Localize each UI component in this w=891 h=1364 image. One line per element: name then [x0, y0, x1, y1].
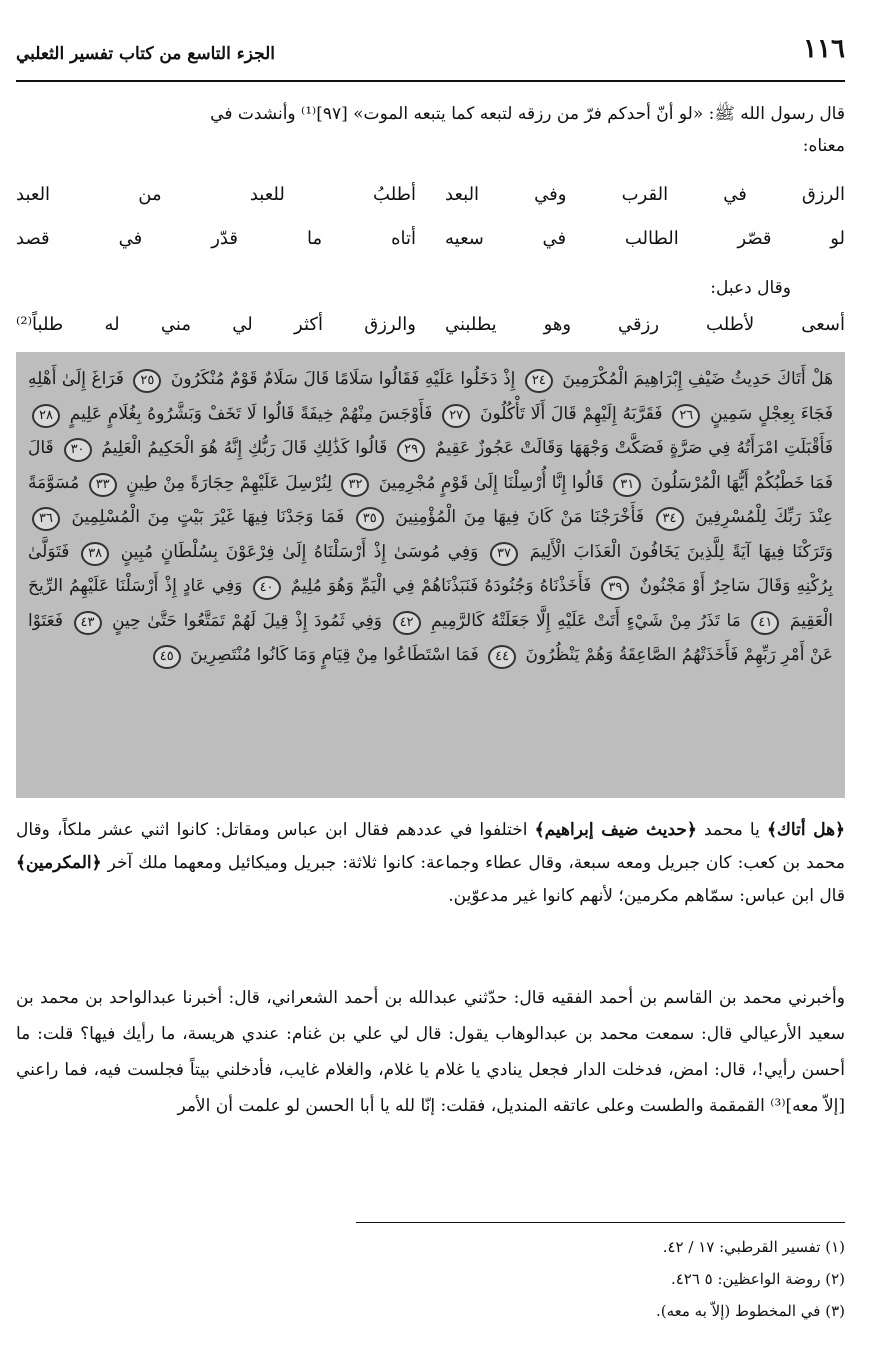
verse-second-hemistich: والرزق أكثر لي مني له طلباً⁽²⁾ [16, 314, 416, 335]
quran-ayah-text: فَقَرَّبَهُ إِلَيْهِمْ قَالَ أَلَا تَأْكُلُونَ [474, 403, 663, 424]
ayah-number-badge: ٤٤ [488, 645, 516, 669]
verse-first-hemistich: لو قصّر الطالب في سعيه [445, 228, 845, 249]
quran-ayah-text: فَأَوْجَسَ مِنْهُمْ خِيفَةً قَالُوا لَا تَخَفْ وَبَشَّرُوهُ بِغُلَامٍ عَلِيمٍ [63, 403, 433, 424]
quran-ayah-text: قَالُوا إِنَّا أُرْسِلْنَا إِلَىٰ قَوْمٍ مُجْرِمِينَ [373, 472, 604, 493]
commentary-paragraph-1 [16, 814, 845, 913]
quran-ayah-text: فَأَخَذْنَاهُ وَجُنُودَهُ فَنَبَذْنَاهُمْ فِي الْيَمِّ وَهُوَ مُلِيمٌ [284, 576, 592, 596]
ayah-number-badge: ٣١ [613, 473, 641, 497]
commentary-text: يا محمد [696, 820, 767, 840]
quran-quote: ﴿حديث ضيف إبراهيم﴾ [534, 820, 697, 840]
ayah-number-badge: ٢٩ [397, 438, 425, 462]
footnote-separator [356, 1222, 845, 1223]
ayah-number-badge: ٢٨ [32, 404, 60, 428]
quran-ayah-text: فَأَخْرَجْنَا مَنْ كَانَ فِيهَا مِنَ الْمُؤْمِنِينَ [387, 507, 644, 527]
quran-quote: ﴿هل أتاك﴾ [766, 820, 845, 840]
quran-ayah-text: هَلْ أَتَاكَ حَدِيثُ ضَيْفِ إِبْرَاهِيمَ الْمُكْرَمِينَ [556, 369, 834, 389]
quran-ayah-text: فَرَاغَ إِلَىٰ أَهْلِهِ فَجَاءَ بِعِجْلٍ سَمِينٍ [28, 369, 833, 424]
quran-passage-box [16, 352, 845, 798]
verse-first-hemistich: الرزق في القرب وفي البعد [445, 184, 845, 205]
ayah-number-badge: ٣٥ [356, 507, 384, 531]
quran-ayah-text: فَأَقْبَلَتِ امْرَأَتُهُ فِي صَرَّةٍ فَصَكَّتْ وَجْهَهَا وَقَالَتْ عَجُوزٌ عَقِيمٌ [429, 438, 833, 458]
commentary-text: قال ابن عباس: سمّاهم مكرمين؛ لأنهم كانوا غير مدعوّين. [448, 886, 845, 906]
ayah-number-badge: ٤٣ [74, 611, 102, 635]
ayah-number-badge: ٤٥ [153, 645, 181, 669]
commentary-paragraph-2: وأخبرني محمد بن القاسم بن أحمد الفقيه قال: حدّثني عبدالله بن أحمد الشعراني، قال: أخبرنا عبدالواحد بن محمد بن سعيد الأرعيالي قال: سمعت محمد بن عبدالوهاب يقول: قال لي علي بن غنام: عندي هريسة، ما رأيك فيها؟ قلت: ما أحسن رأيي!، قال: امض، فدخلت الدار فجعل ينادي يا غلام يا غلام، والغلام غايب، فأدخلني بيتاً فجلست فيه، فما راعني [إلاّ معه]⁽³⁾ القمقمة والطست وعلى عاتقه المنديل، فقلت: إنّا لله يا أبا الحسن لو علمت أن الأمر [16, 988, 845, 1116]
verse-first-hemistich: أسعى لأطلب رزقي وهو يطلبني [445, 314, 845, 335]
quran-ayah-text: فَعَتَوْا عَنْ أَمْرِ رَبِّهِمْ فَأَخَذَتْهُمُ الصَّاعِقَةُ وَهُمْ يَنْظُرُونَ [28, 610, 833, 665]
ayah-number-badge: ٣٩ [601, 576, 629, 600]
poem-verse [16, 178, 845, 218]
ayah-number-badge: ٢٧ [442, 404, 470, 428]
footnote: (١) تفسير القرطبي: ١٧ / ٤٢. [662, 1238, 845, 1256]
quran-ayah-text: فَمَا وَجَدْنَا فِيهَا غَيْرَ بَيْتٍ مِنَ الْمُسْلِمِينَ [63, 507, 345, 527]
poem-verse-dibil [16, 308, 845, 348]
quran-ayah-text: قَالُوا كَذَٰلِكِ قَالَ رَبُّكِ إِنَّهُ هُوَ الْحَكِيمُ الْعَلِيمُ [95, 438, 388, 458]
quran-ayah-text: وَفِي ثَمُودَ إِذْ قِيلَ لَهُمْ تَمَتَّعُوا حَتَّىٰ حِينٍ [105, 610, 382, 631]
ayah-number-badge: ٣٣ [89, 473, 117, 497]
verse-second-hemistich: أتاه ما قدّر في قصد [16, 228, 416, 249]
ayah-number-badge: ٣٧ [490, 542, 518, 566]
quran-ayah-text: فَمَا اسْتَطَاعُوا مِنْ قِيَامٍ وَمَا كَانُوا مُنْتَصِرِينَ [184, 645, 479, 665]
ayah-number-badge: ٤١ [751, 611, 779, 635]
ayah-number-badge: ٣٨ [81, 542, 109, 566]
ayah-number-badge: ٣٦ [32, 507, 60, 531]
quran-quote: ﴿المكرمين﴾ [16, 853, 102, 873]
ayah-number-badge: ٤٢ [393, 611, 421, 635]
quran-ayah-text: إِذْ دَخَلُوا عَلَيْهِ فَقَالُوا سَلَامًا قَالَ سَلَامٌ قَوْمٌ مُنْكَرُونَ [165, 369, 516, 389]
running-title: الجزء التاسع من كتاب تفسير الثعلبي [16, 44, 275, 64]
ayah-number-badge: ٣٠ [64, 438, 92, 462]
page-number: ١١٦ [803, 34, 845, 64]
poem-verse [16, 222, 845, 262]
quran-ayah-text: مَا تَذَرُ مِنْ شَيْءٍ أَتَتْ عَلَيْهِ إِلَّا جَعَلَتْهُ كَالرَّمِيمِ [424, 610, 741, 631]
intro-paragraph [16, 98, 845, 162]
quran-ayah-text: فَتَوَلَّىٰ بِرُكْنِهِ وَقَالَ سَاحِرٌ أَوْ مَجْنُونٌ [28, 541, 834, 596]
intro-line: معناه: [802, 136, 845, 156]
quran-ayah-text: وَفِي عَادٍ إِذْ أَرْسَلْنَا عَلَيْهِمُ الرِّيحَ الْعَقِيمَ [28, 576, 834, 631]
ayah-number-badge: ٤٠ [253, 576, 281, 600]
footnote: (٢) روضة الواعظين: ٥ ٤٢٦. [670, 1270, 845, 1288]
dibil-intro: وقال دعبل: [710, 278, 791, 298]
verse-second-hemistich: أطلبُ للعبد من العبد [16, 184, 416, 205]
intro-line: قال رسول الله ﷺ: «لو أنّ أحدكم فرّ من رزقه لتبعه كما يتبعه الموت» [٩٧]⁽¹⁾ وأنشدت في [210, 104, 845, 124]
ayah-number-badge: ٣٤ [656, 507, 684, 531]
page-header [16, 34, 845, 82]
quran-ayah-text: قَالَ فَمَا خَطْبُكُمْ أَيُّهَا الْمُرْسَلُونَ [28, 438, 834, 493]
ayah-number-badge: ٢٥ [133, 369, 161, 393]
quran-ayah-text: وَتَرَكْنَا فِيهَا آيَةً لِلَّذِينَ يَخَافُونَ الْعَذَابَ الْأَلِيمَ [522, 541, 834, 562]
ayah-number-badge: ٢٦ [672, 404, 700, 428]
commentary-text: اختلفوا في عددهم فقال ابن عباس ومقاتل: كانوا اثني عشر ملكاً، وقال محمد بن كعب: كان جبريل ومعه سبعة، وقال عطاء وجماعة: كانوا ثلاثة: جبريل وميكائيل ومعهما ملك آخر [16, 820, 845, 873]
ayah-number-badge: ٢٤ [525, 369, 553, 393]
quran-ayah-text: لِنُرْسِلَ عَلَيْهِمْ حِجَارَةً مِنْ طِينٍ [120, 472, 333, 493]
quran-ayah-text: وَفِي مُوسَىٰ إِذْ أَرْسَلْنَاهُ إِلَىٰ فِرْعَوْنَ بِسُلْطَانٍ مُبِينٍ [113, 541, 479, 562]
ayah-number-badge: ٣٢ [341, 473, 369, 497]
footnote: (٣) في المخطوط (إلاّ به معه). [655, 1302, 845, 1320]
quran-ayah-text: مُسَوَّمَةً عِنْدَ رَبِّكَ لِلْمُسْرِفِينَ [28, 472, 834, 527]
